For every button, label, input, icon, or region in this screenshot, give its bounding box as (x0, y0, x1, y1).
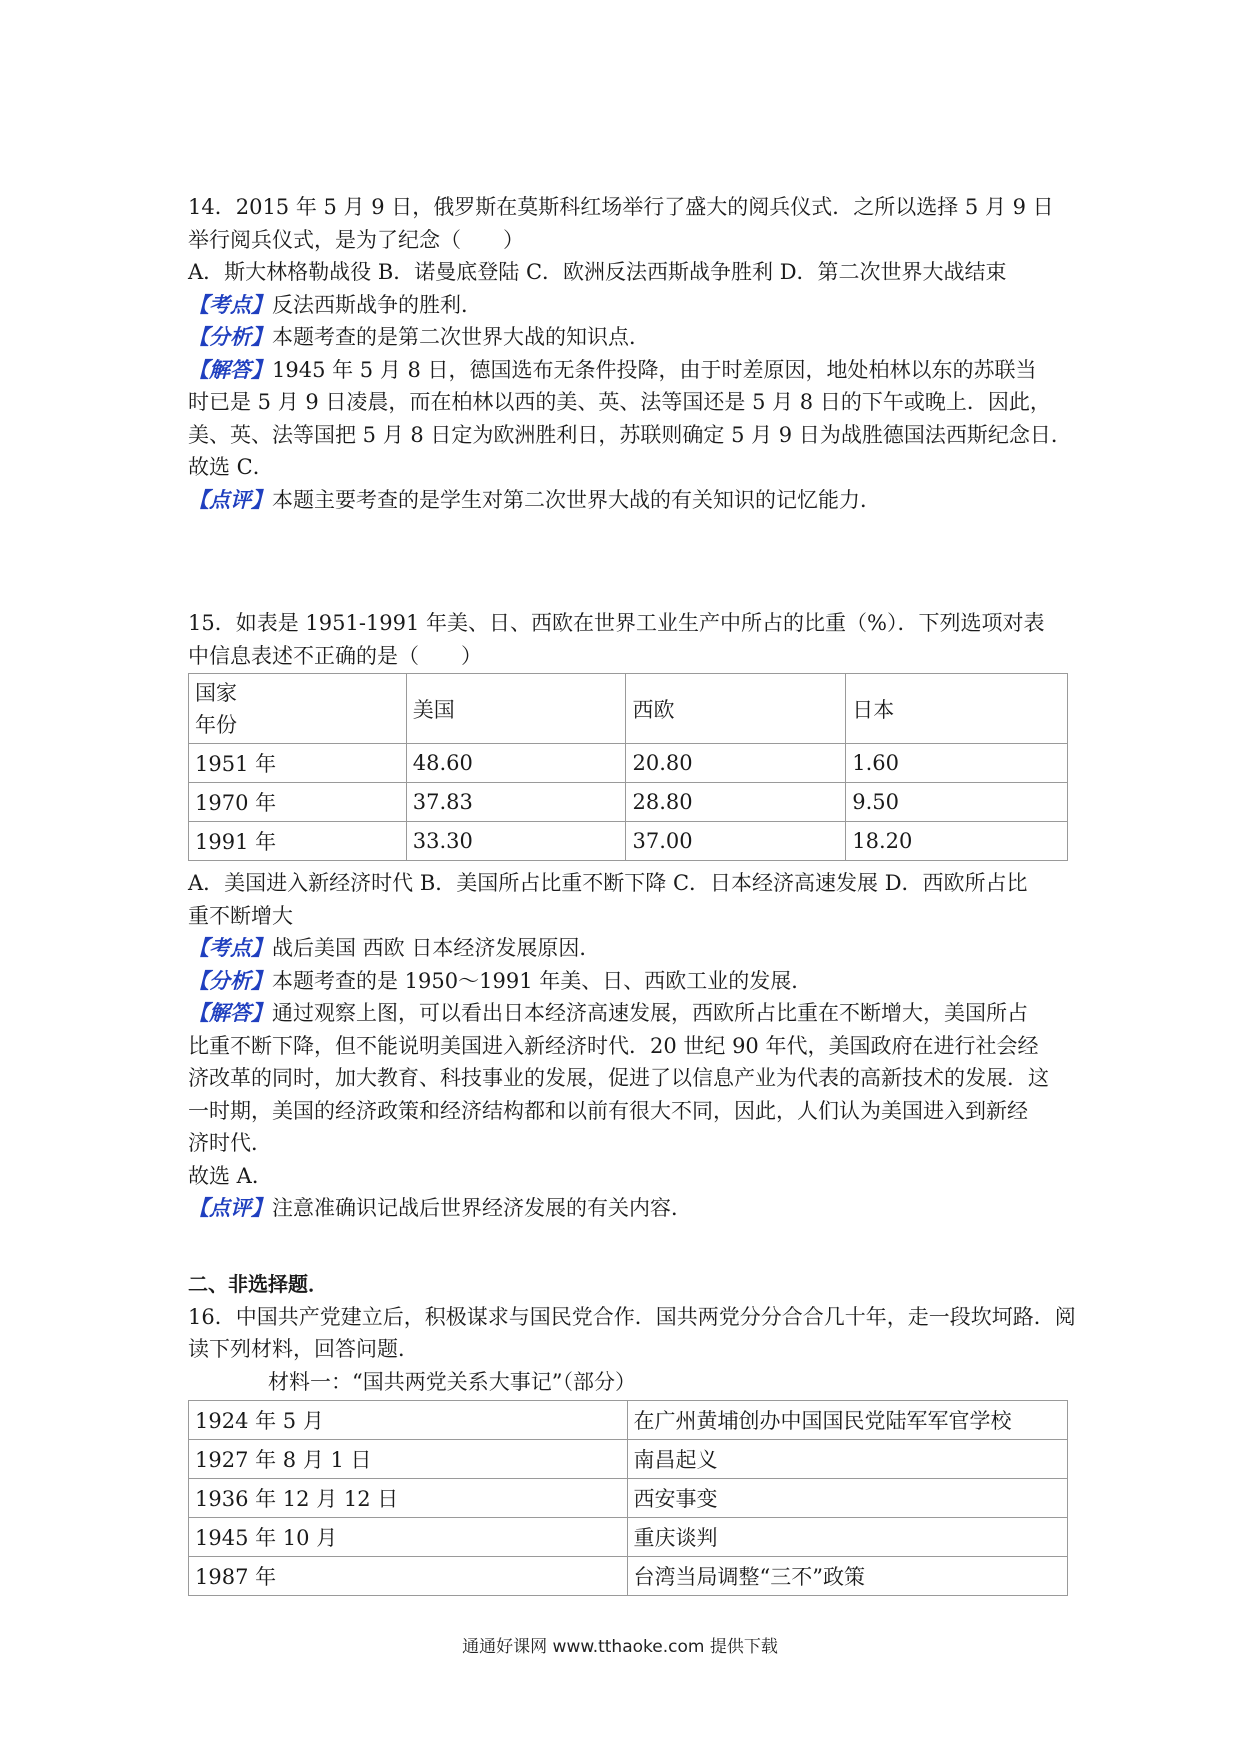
question-15-options: 重不断增大 (188, 903, 293, 928)
jieda-line: 比重不断下降，但不能说明美国进入新经济时代．20 世纪 90 年代，美国政府在进行社会经 (188, 1033, 1039, 1058)
jieda-line: 故选 A． (188, 1163, 273, 1188)
date-cell: 1936 年 12 月 12 日 (189, 1479, 628, 1518)
table-row (189, 1479, 1068, 1518)
column-header: 西欧 (626, 674, 846, 744)
table-row (189, 744, 1068, 783)
dianping-text: 注意准确识记战后世界经济发展的有关内容． (272, 1196, 692, 1220)
header-corner-cell (189, 674, 407, 744)
table-row (189, 822, 1068, 861)
jieda-line: 美、英、法等国把 5 月 8 日定为欧洲胜利日，苏联则确定 5 月 9 日为战胜德国法西斯纪念日． (188, 422, 1072, 447)
event-cell: 在广州黄埔创办中国国民党陆军军官学校 (627, 1401, 1068, 1440)
column-header: 日本 (846, 674, 1068, 744)
year-cell: 1951 年 (189, 744, 407, 783)
event-cell: 台湾当局调整“三不”政策 (627, 1557, 1068, 1596)
event-cell: 西安事变 (627, 1479, 1068, 1518)
jieda-line: 故选 C． (188, 455, 274, 479)
industry-share-table (188, 673, 1068, 861)
jieda-tag: 【解答】 (188, 1000, 272, 1025)
question-16-line: 16．中国共产党建立后，积极谋求与国民党合作．国共两党分分合合几十年，走一段坎坷路．阅 (188, 1304, 1076, 1329)
q14-fenxi (188, 321, 1068, 354)
question-16-line: 读下列材料，回答问题． (188, 1337, 419, 1361)
table-row (189, 783, 1068, 822)
kaodian-text: 战后美国 西欧 日本经济发展原因． (272, 936, 601, 960)
q15-dianping (188, 1192, 1068, 1225)
value-cell: 33.30 (406, 822, 626, 861)
jieda-line: 一时期，美国的经济政策和经济结构都和以前有很大不同，因此，人们认为美国进入到新经 (188, 1098, 1028, 1123)
event-cell: 重庆谈判 (627, 1518, 1068, 1557)
question-14-options: A．斯大林格勒战役 B．诺曼底登陆 C．欧洲反法西斯战争胜利 D．第二次世界大战结束 (188, 260, 1007, 284)
event-cell: 南昌起义 (627, 1440, 1068, 1479)
date-cell: 1945 年 10 月 (189, 1518, 628, 1557)
kaodian-tag: 【考点】 (188, 935, 272, 960)
jieda-line: 济改革的同时，加大教育、科技事业的发展，促进了以信息产业为代表的高新技术的发展．这 (188, 1066, 1049, 1090)
q14-dianping (188, 484, 1068, 517)
q15-jieda (188, 997, 1068, 1030)
value-cell: 9.50 (846, 783, 1068, 822)
jieda-text: 通过观察上图，可以看出日本经济高速发展，西欧所占比重在不断增大，美国所占 (272, 1001, 1028, 1025)
section-heading: 二、非选择题． (188, 1272, 328, 1296)
table-row (189, 1518, 1068, 1557)
q15-fenxi (188, 965, 1068, 998)
value-cell: 37.83 (406, 783, 626, 822)
date-cell: 1927 年 8 月 1 日 (189, 1440, 628, 1479)
events-table (188, 1400, 1068, 1596)
value-cell: 1.60 (846, 744, 1068, 783)
q14-jieda (188, 354, 1068, 387)
question-15-line: 15．如表是 1951-1991 年美、日、西欧在世界工业生产中所占的比重（%）．下列选项对表 (188, 611, 1045, 635)
date-cell: 1924 年 5 月 (189, 1401, 628, 1440)
table-header-row (189, 674, 1068, 744)
kaodian-text: 反法西斯战争的胜利． (272, 292, 482, 317)
fenxi-tag: 【分析】 (188, 967, 272, 993)
table-row (189, 1557, 1068, 1596)
question-15-line: 中信息表述不正确的是（ ） (188, 643, 482, 668)
fenxi-text: 本题考查的是 1950～1991 年美、日、西欧工业的发展． (272, 968, 813, 993)
jieda-text: 1945 年 5 月 8 日，德国选布无条件投降，由于时差原因，地处柏林以东的苏联当 (272, 357, 1037, 382)
question-14 (188, 191, 1072, 516)
question-15-options: A．美国进入新经济时代 B．美国所占比重不断下降 C．日本经济高速发展 D．西欧所占比 (188, 871, 1028, 895)
value-cell: 37.00 (626, 822, 846, 861)
jieda-tag: 【解答】 (188, 356, 272, 382)
q15-kaodian (188, 932, 1068, 965)
header-year-label: 年份 (195, 712, 237, 737)
page-footer: 通通好课网 www.tthaoke.com 提供下载 (462, 1637, 778, 1657)
value-cell: 48.60 (406, 744, 626, 783)
year-cell: 1991 年 (189, 822, 407, 861)
q14-kaodian (188, 289, 1068, 322)
question-15-answer (188, 867, 1068, 1225)
table-row (189, 1440, 1068, 1479)
question-15 (188, 607, 1068, 672)
dianping-tag: 【点评】 (188, 486, 272, 512)
jieda-line: 时已是 5 月 9 日凌晨，而在柏林以西的美、英、法等国还是 5 月 8 日的下午或晚上．因此， (188, 390, 1051, 414)
column-header: 美国 (406, 674, 626, 744)
header-country-label: 国家 (195, 680, 237, 705)
section-2 (188, 1268, 1076, 1398)
fenxi-tag: 【分析】 (188, 324, 272, 349)
jieda-line: 济时代． (188, 1131, 272, 1155)
date-cell: 1987 年 (189, 1557, 628, 1596)
value-cell: 20.80 (626, 744, 846, 783)
question-14-line: 举行阅兵仪式，是为了纪念（ ） (188, 227, 524, 252)
material-title: 材料一：“国共两党关系大事记”（部分） (268, 1369, 636, 1394)
dianping-text: 本题主要考查的是学生对第二次世界大战的有关知识的记忆能力． (272, 487, 881, 512)
table-row (189, 1401, 1068, 1440)
year-cell: 1970 年 (189, 783, 407, 822)
dianping-tag: 【点评】 (188, 1195, 272, 1220)
value-cell: 18.20 (846, 822, 1068, 861)
value-cell: 28.80 (626, 783, 846, 822)
kaodian-tag: 【考点】 (188, 291, 272, 317)
fenxi-text: 本题考查的是第二次世界大战的知识点． (272, 325, 650, 349)
question-14-line: 14．2015 年 5 月 9 日，俄罗斯在莫斯科红场举行了盛大的阅兵仪式．之所以选择 5 月 9 日 (188, 195, 1054, 219)
